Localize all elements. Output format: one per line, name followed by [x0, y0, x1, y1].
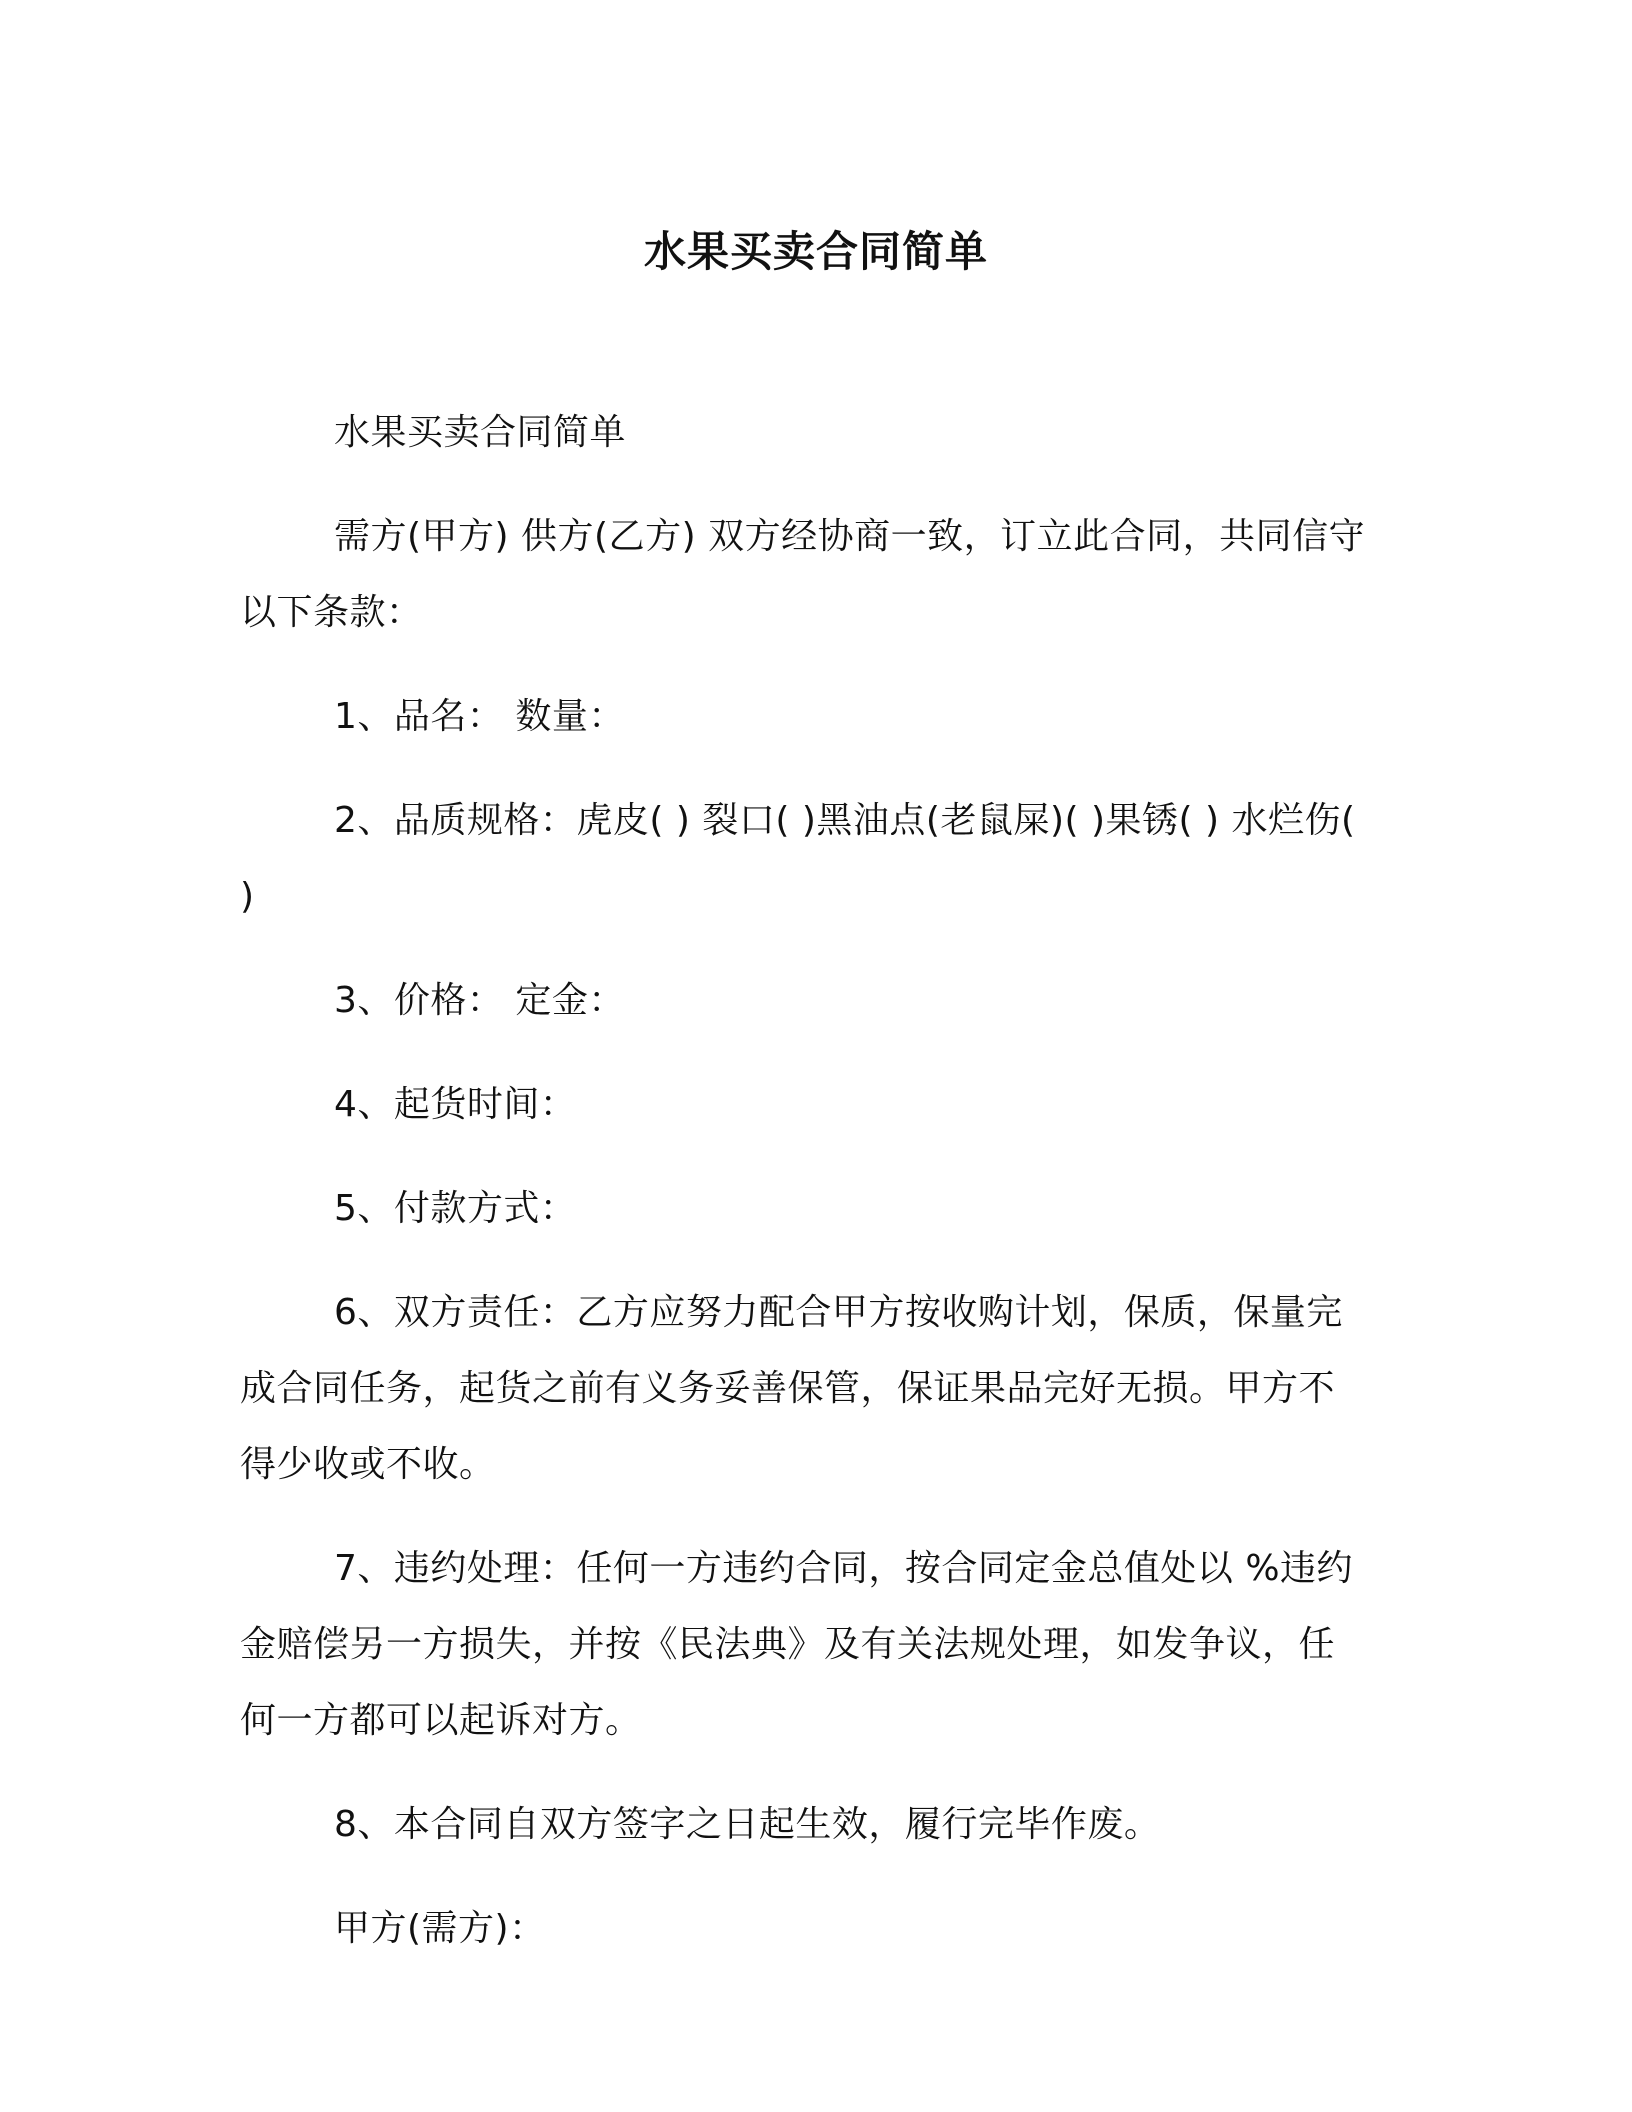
clause-6-responsibilities: 6、双方责任：乙方应努力配合甲方按收购计划，保质，保量完成合同任务，起货之前有义务妥善保管，保证果品完好无损。甲方不得少收或不收。	[240, 1292, 1343, 1485]
clause-3-price-deposit: 3、价格： 定金：	[334, 980, 625, 1021]
clause-4-shipping-time: 4、起货时间：	[334, 1084, 577, 1125]
subtitle-paragraph: 水果买卖合同简单	[334, 412, 627, 453]
clause-7-breach-handling: 7、违约处理：任何一方违约合同，按合同定金总值处以 %违约金赔偿另一方损失，并按《民法典》及有关法规处理，如发争议，任何一方都可以起诉对方。	[240, 1548, 1354, 1741]
intro-paragraph: 需方(甲方) 供方(乙方) 双方经协商一致，订立此合同，共同信守以下条款：	[240, 516, 1366, 633]
document-body	[240, 395, 1370, 1995]
document-title: 水果买卖合同简单	[643, 227, 988, 276]
clause-8-effective-date: 8、本合同自双方签字之日起生效，履行完毕作废。	[334, 1804, 1161, 1845]
clause-1-product-quantity: 1、品名： 数量：	[334, 696, 625, 737]
clause-5-payment-method: 5、付款方式：	[334, 1188, 577, 1229]
clause-2-quality-spec: 2、品质规格：虎皮( ) 裂口( )黑油点(老鼠屎)( )果锈( ) 水烂伤( )	[240, 800, 1356, 917]
party-a-signature-line: 甲方(需方)：	[334, 1908, 546, 1949]
